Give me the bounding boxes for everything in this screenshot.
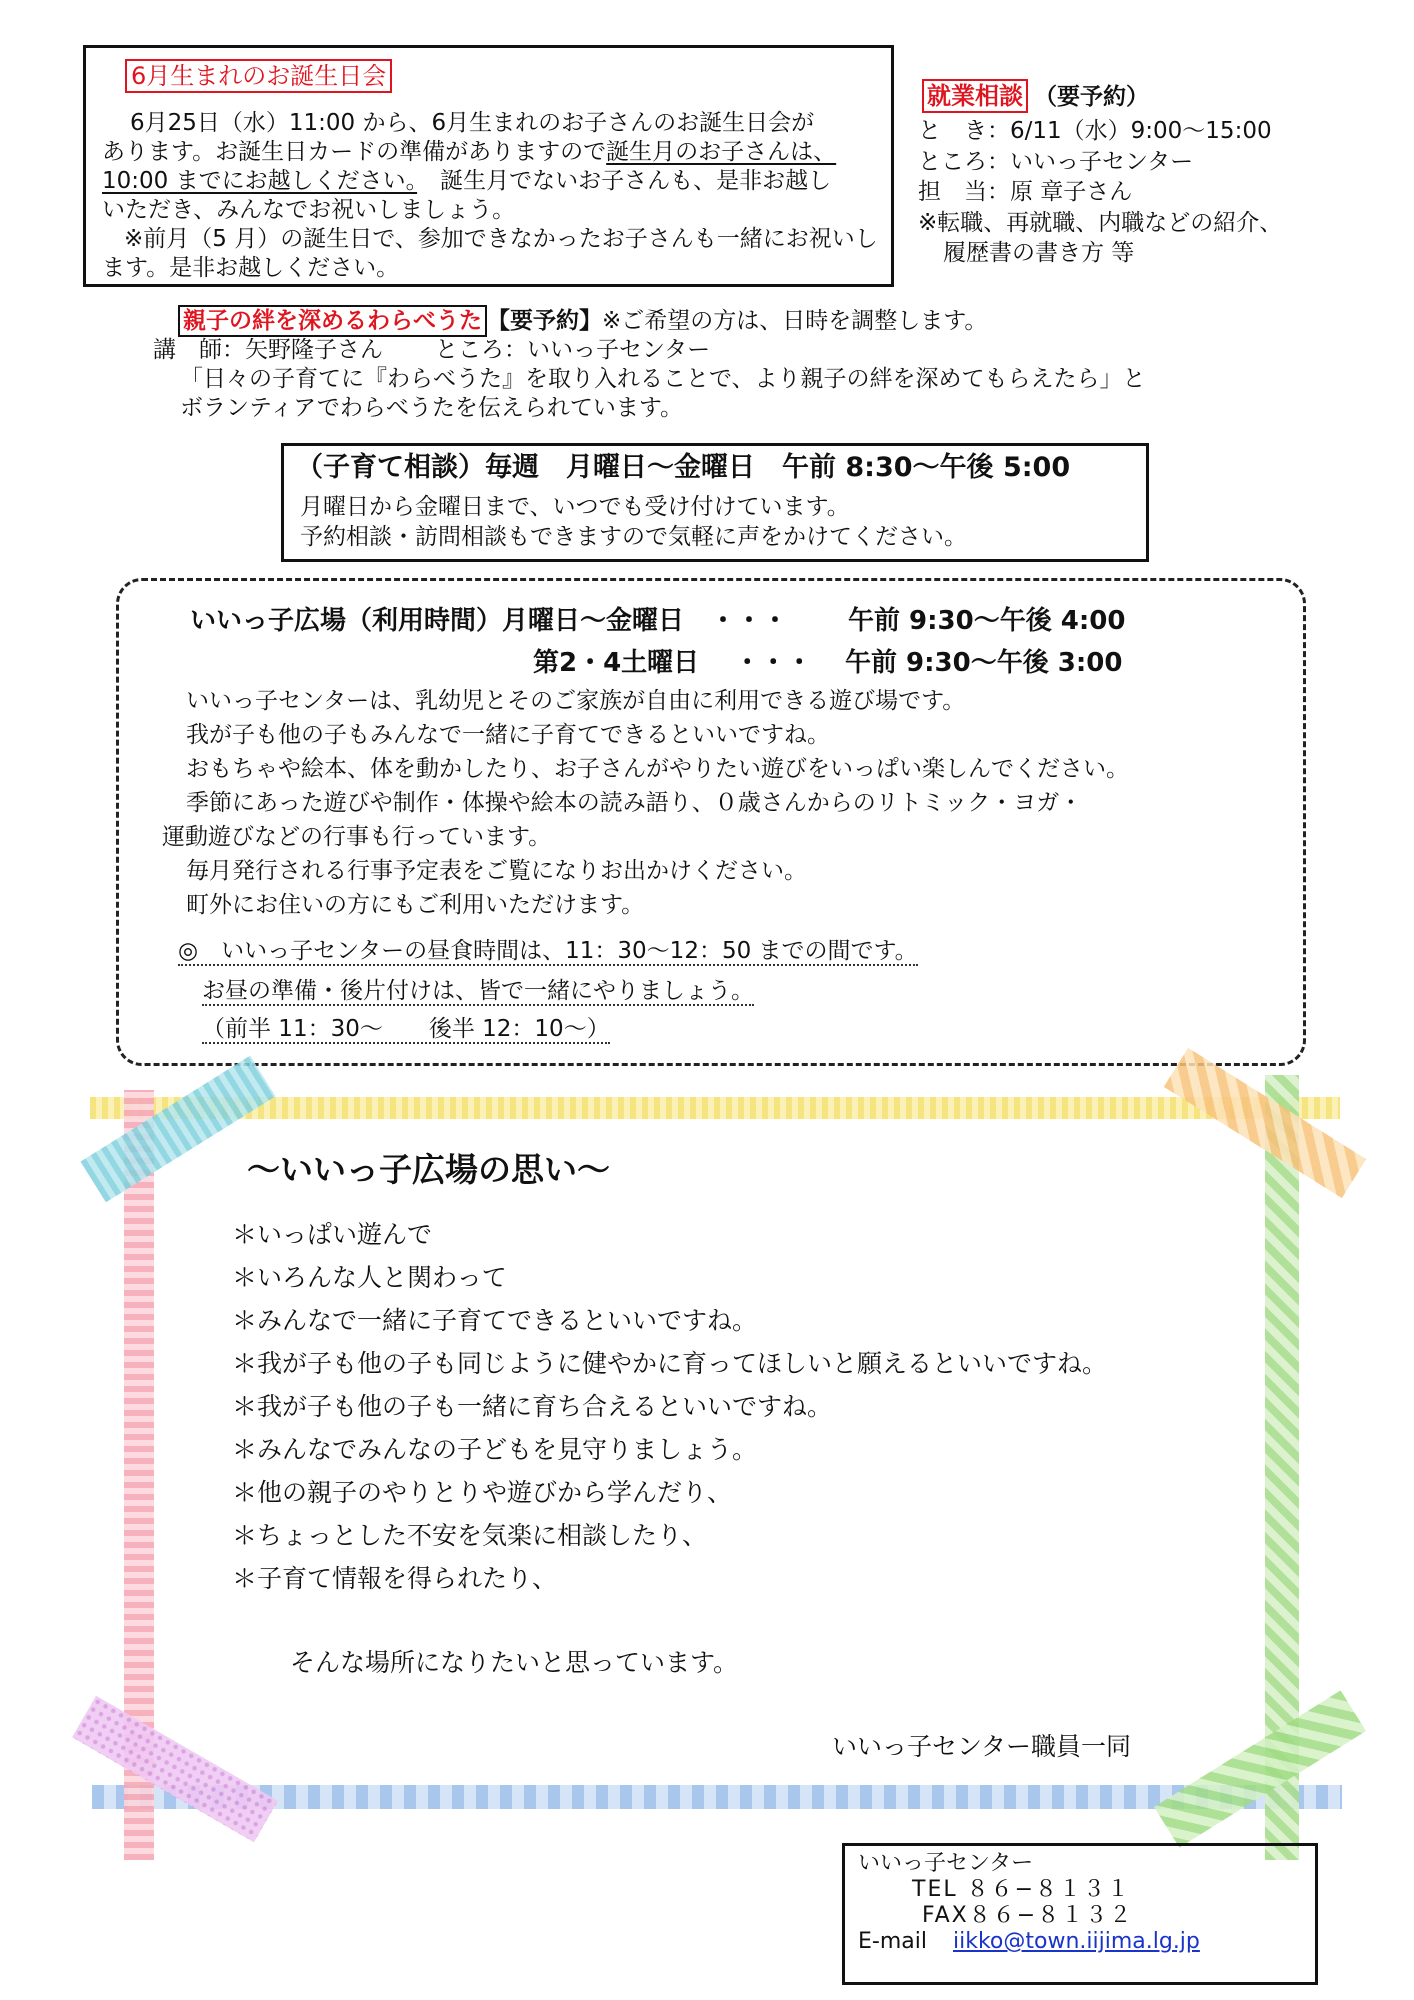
warabe-reservation: 【要予約】 xyxy=(487,308,602,334)
hiroba-lunch2: お昼の準備・後片付けは、皆で一緒にやりましょう。 xyxy=(202,978,754,1004)
omoi-item: ＊我が子も他の子も一緒に育ち合えるといいですね。 xyxy=(232,1392,833,1421)
consult-line1: 月曜日から金曜日まで、いつでも受け付けています。 xyxy=(300,494,850,520)
omoi-item: ＊他の親子のやりとりや遊びから学んだり、 xyxy=(232,1478,733,1507)
warabe-heading xyxy=(178,305,987,337)
contact-email-link[interactable]: iikko@town.iijima.lg.jp xyxy=(952,1929,1200,1954)
job-note1: ※転職、再就職、内職などの紹介、 xyxy=(918,210,1283,236)
job-where: ところ：いいっ子センター xyxy=(918,149,1194,175)
job-staff: 担 当：原 章子さん xyxy=(918,179,1133,205)
omoi-item: ＊ちょっとした不安を気楽に相談したり、 xyxy=(232,1521,708,1550)
birthday-line6: ます。是非お越しください。 xyxy=(102,255,400,281)
consult-line2: 予約相談・訪問相談もできますので気軽に声をかけてください。 xyxy=(300,524,967,550)
contact-tel: TEL ８６−８１３１ xyxy=(912,1877,1132,1902)
tape-top xyxy=(90,1097,1340,1119)
hiroba-p2: 我が子も他の子もみんなで一緒に子育てできるといいですね。 xyxy=(186,722,830,748)
contact-email-label: E-mail xyxy=(858,1929,927,1954)
omoi-item: ＊いっぱい遊んで xyxy=(232,1220,433,1249)
birthday-line1: 6月25日（水）11:00 から、6月生まれのお子さんのお誕生日会が xyxy=(130,110,815,136)
hiroba-p3: おもちゃや絵本、体を動かしたり、お子さんがやりたい遊びをいっぱい楽しんでください。 xyxy=(186,756,1129,782)
birthday-line4: いただき、みんなでお祝いしましょう。 xyxy=(102,197,516,223)
hiroba-p4: 季節にあった遊びや制作・体操や絵本の読み語り、０歳さんからのリトミック・ヨガ・ xyxy=(186,790,1083,816)
omoi-item: ＊いろんな人と関わって xyxy=(232,1263,507,1292)
job-when: と き：6/11（水）9:00～15:00 xyxy=(918,118,1272,144)
omoi-title: ～いいっ子広場の思い～ xyxy=(247,1150,610,1189)
warabe-info: 講 師：矢野隆子さん ところ：いいっ子センター xyxy=(153,337,711,363)
warabe-desc1: 「日々の子育てに『わらべうた』を取り入れることで、より親子の絆を深めてもらえたら」と xyxy=(180,366,1146,392)
hiroba-lunch1: ◎ いいっ子センターの昼食時間は、11：30～12：50 までの間です。 xyxy=(178,938,918,964)
contact-email-row xyxy=(858,1928,1200,1956)
tape-corner-bottom-left xyxy=(72,1696,278,1843)
birthday-line5: ※前月（5 月）の誕生日で、参加できなかったお子さんも一緒にお祝いし xyxy=(124,226,878,252)
omoi-closing: そんな場所になりたいと思っています。 xyxy=(290,1648,739,1677)
job-note2: 履歴書の書き方 等 xyxy=(943,240,1135,266)
job-reservation: （要予約） xyxy=(1034,84,1149,110)
hiroba-hours1-label: いいっ子広場（利用時間）月曜日～金曜日 ・・・ xyxy=(190,606,789,636)
job-heading xyxy=(922,78,1149,113)
hiroba-hours2-label: 第2・4土曜日 ・・・ xyxy=(533,648,813,678)
warabe-title: 親子の絆を深めるわらべうた xyxy=(178,305,487,337)
consult-heading: （子育て相談）毎週 月曜日～金曜日 午前 8:30～午後 5:00 xyxy=(296,452,1071,483)
omoi-item: ＊我が子も他の子も同じように健やかに育ってほしいと願えるといいですね。 xyxy=(232,1349,1108,1378)
omoi-item: ＊みんなでみんなの子どもを見守りましょう。 xyxy=(232,1435,758,1464)
omoi-item: ＊子育て情報を得られたり、 xyxy=(232,1564,558,1593)
tape-corner-bottom-right xyxy=(1154,1690,1366,1847)
birthday-title: 6月生まれのお誕生日会 xyxy=(125,59,392,93)
omoi-item: ＊みんなで一緒に子育てできるといいですね。 xyxy=(232,1306,758,1335)
hiroba-p1: いいっ子センターは、乳幼児とそのご家族が自由に利用できる遊び場です。 xyxy=(186,688,966,714)
hiroba-hours1-time: 午前 9:30～午後 4:00 xyxy=(848,606,1126,636)
hiroba-p5: 運動遊びなどの行事も行っています。 xyxy=(162,824,552,850)
job-title: 就業相談 xyxy=(922,79,1028,113)
birthday-line2: あります。お誕生日カードの準備がありますので誕生月のお子さんは、 xyxy=(102,139,837,165)
contact-name: いいっ子センター xyxy=(858,1851,1034,1876)
hiroba-lunch3: （前半 11：30～ 後半 12：10～） xyxy=(202,1016,610,1042)
hiroba-p6: 毎月発行される行事予定表をご覧になりお出かけください。 xyxy=(186,858,807,884)
warabe-note: ※ご希望の方は、日時を調整します。 xyxy=(602,308,988,334)
omoi-signature: いいっ子センター職員一同 xyxy=(832,1732,1132,1761)
warabe-desc2: ボランティアでわらべうたを伝えられています。 xyxy=(180,395,684,421)
hiroba-hours2-time: 午前 9:30～午後 3:00 xyxy=(845,648,1123,678)
hiroba-p7: 町外にお住いの方にもご利用いただけます。 xyxy=(186,892,645,918)
contact-fax: FAX８６−８１３２ xyxy=(922,1903,1134,1928)
birthday-line3: 10:00 までにお越しください。 誕生月でないお子さんも、是非お越し xyxy=(102,168,832,194)
